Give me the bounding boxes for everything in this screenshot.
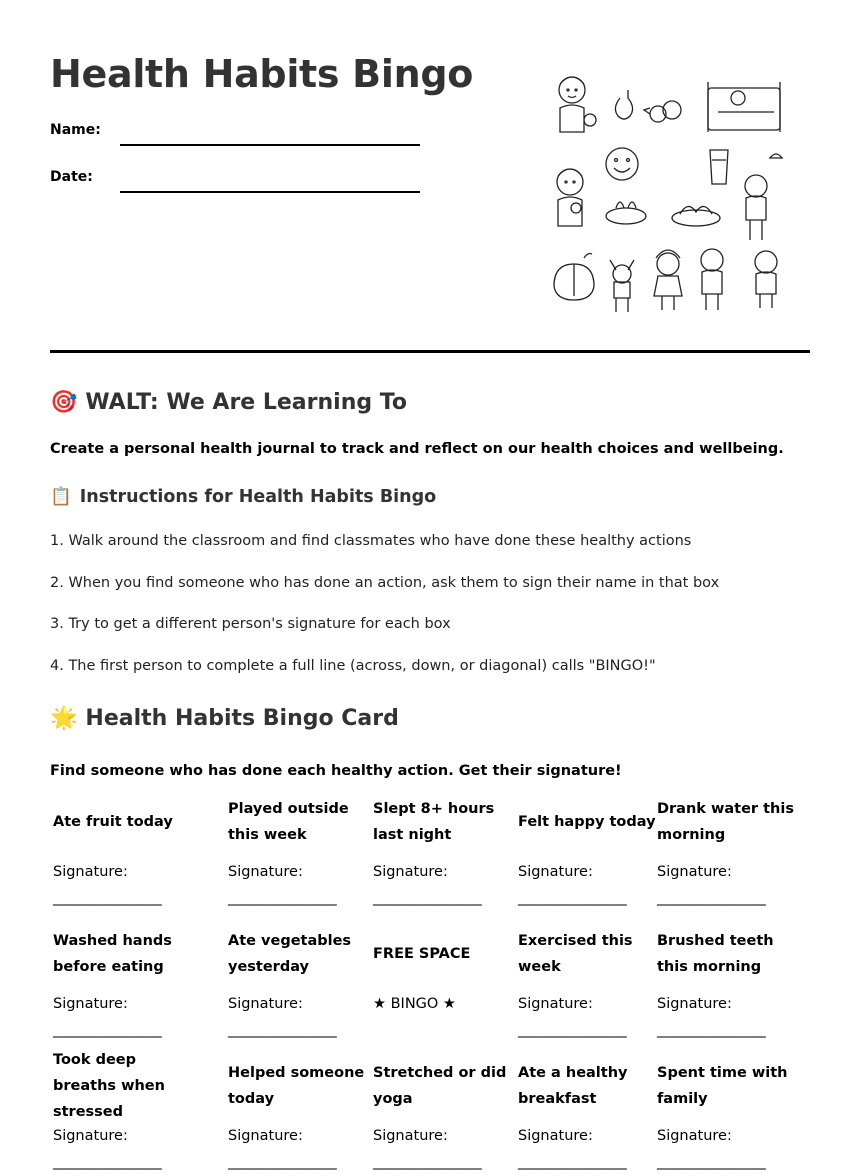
date-write-line[interactable] [120, 191, 420, 193]
bingo-card-instructions: Find someone who has done each healthy action. Get their signature! [50, 763, 622, 779]
date-label: Date: [50, 169, 93, 185]
bingo-task [518, 928, 658, 980]
bingo-task-text: Ate fruit today [53, 814, 173, 830]
bingo-task-text: Ate vegetables yesterday [228, 933, 352, 975]
signature-label: Signature: [53, 996, 128, 1012]
signature-line[interactable]: _______________ [373, 1154, 482, 1170]
signature-line[interactable]: _______________ [657, 1154, 766, 1170]
bingo-cell[interactable] [53, 796, 193, 911]
bingo-cell[interactable] [657, 928, 797, 1043]
bingo-task-text: Brushed teeth this morning [657, 933, 774, 975]
signature-label: Signature: [228, 864, 303, 880]
boy-standing-drawing [701, 249, 723, 310]
signature-line[interactable]: _______________ [518, 890, 627, 906]
signature-line[interactable]: _______________ [228, 1154, 337, 1170]
bingo-task [373, 796, 513, 848]
bingo-task-text: Spent time with family [657, 1065, 788, 1107]
bingo-task-text: Washed hands before eating [53, 933, 172, 975]
bingo-task [228, 928, 368, 980]
bingo-task [53, 1052, 193, 1120]
signature-label: Signature: [518, 996, 593, 1012]
bingo-task-text: Played outside this week [228, 801, 349, 843]
bingo-cell[interactable] [53, 928, 193, 1043]
target-icon: 🎯 [50, 390, 78, 415]
bingo-cell[interactable] [657, 1060, 797, 1175]
signature-line[interactable]: _______________ [53, 890, 162, 906]
bingo-task [53, 796, 193, 848]
bingo-task [373, 928, 513, 980]
signature-label: Signature: [657, 864, 732, 880]
bingo-task [657, 796, 797, 848]
standing-child-drawing [745, 175, 767, 240]
pear-drawing [615, 90, 632, 119]
bingo-card-heading-text: Health Habits Bingo Card [85, 706, 399, 731]
bingo-cell[interactable] [228, 928, 368, 1043]
healthy-plate-drawing [672, 206, 720, 226]
bingo-cell[interactable] [373, 928, 513, 1017]
signature-label: Signature: [373, 1128, 448, 1144]
signature-line[interactable]: _______________ [53, 1022, 162, 1038]
signature-label: Signature: [228, 1128, 303, 1144]
smiley-face-drawing [606, 148, 638, 180]
peach-drawing [554, 254, 594, 301]
bingo-task [518, 796, 658, 848]
name-label: Name: [50, 122, 101, 138]
instruction-item: 2. When you find someone who has done an action, ask them to sign their name in that box [50, 575, 720, 591]
clipboard-icon: 📋 [50, 487, 72, 507]
free-space-mark: ★ BINGO ★ [373, 996, 456, 1012]
bingo-task-text: Slept 8+ hours last night [373, 801, 495, 843]
signature-label: Signature: [228, 996, 303, 1012]
signature-label: Signature: [373, 864, 448, 880]
instruction-item: 4. The first person to complete a full line (across, down, or diagonal) calls "BINGO!" [50, 658, 656, 674]
sleeping-child-drawing [708, 82, 780, 132]
child-smiling-drawing [755, 251, 777, 308]
instruction-item: 1. Walk around the classroom and find classmates who have done these healthy actions [50, 533, 692, 549]
instruction-item: 3. Try to get a different person's signature for each box [50, 616, 451, 632]
bingo-cell[interactable] [228, 1060, 368, 1175]
signature-label: Signature: [518, 864, 593, 880]
bingo-task [518, 1060, 658, 1112]
signature-label: Signature: [657, 996, 732, 1012]
bingo-task-text: Drank water this morning [657, 801, 794, 843]
signature-line[interactable]: _______________ [518, 1022, 627, 1038]
signature-label: Signature: [53, 1128, 128, 1144]
walt-heading [50, 390, 407, 415]
bingo-card-heading [50, 706, 399, 731]
handwashing-drawing [606, 202, 646, 224]
star-icon: 🌟 [50, 706, 78, 731]
bingo-task [53, 928, 193, 980]
bingo-cell[interactable] [373, 796, 513, 911]
signature-line[interactable]: _______________ [373, 890, 482, 906]
name-field [50, 122, 101, 138]
signature-line[interactable]: _______________ [518, 1154, 627, 1170]
bingo-task-text: Felt happy today [518, 814, 656, 830]
instructions-heading-text: Instructions for Health Habits Bingo [79, 487, 437, 507]
bingo-task [657, 1060, 797, 1112]
name-write-line[interactable] [120, 144, 420, 146]
signature-line[interactable]: _______________ [657, 1022, 766, 1038]
bingo-task-text: Helped someone today [228, 1065, 365, 1107]
signature-line[interactable]: _______________ [228, 1022, 337, 1038]
signature-label: Signature: [53, 864, 128, 880]
signature-line[interactable]: _______________ [657, 890, 766, 906]
bingo-task-text: Exercised this week [518, 933, 633, 975]
date-field [50, 169, 93, 185]
signature-line[interactable]: _______________ [53, 1154, 162, 1170]
bingo-task [657, 928, 797, 980]
signature-label: Signature: [518, 1128, 593, 1144]
bingo-task-text: Ate a healthy breakfast [518, 1065, 628, 1107]
walt-heading-text: WALT: We Are Learning To [85, 390, 407, 415]
health-habits-illustration [548, 68, 794, 312]
signature-line[interactable]: _______________ [228, 890, 337, 906]
bingo-task-text: Stretched or did yoga [373, 1065, 507, 1107]
bingo-cell[interactable] [657, 796, 797, 911]
bingo-task-text: Took deep breaths when stressed [53, 1052, 165, 1120]
bingo-cell[interactable] [518, 928, 658, 1043]
boy-with-apple-drawing [557, 169, 583, 226]
instructions-heading [50, 487, 436, 507]
header-divider [50, 350, 810, 353]
boy-with-fruit-drawing [559, 77, 596, 132]
fruits-drawing [644, 101, 681, 122]
stretching-child-drawing [610, 260, 634, 312]
signature-label: Signature: [657, 1128, 732, 1144]
water-glass-drawing [710, 150, 728, 184]
bingo-task [373, 1060, 513, 1112]
bingo-task [228, 1060, 368, 1112]
girl-drawing [654, 250, 682, 310]
bingo-task [228, 796, 368, 848]
page-title: Health Habits Bingo [50, 52, 474, 96]
bingo-cell[interactable] [53, 1052, 193, 1175]
small-item-drawing [770, 154, 782, 158]
bingo-cell[interactable] [518, 796, 658, 911]
bingo-cell[interactable] [518, 1060, 658, 1175]
bingo-cell[interactable] [373, 1060, 513, 1175]
worksheet-page [50, 0, 810, 1170]
bingo-task-text: FREE SPACE [373, 946, 471, 962]
walt-description: Create a personal health journal to track and reflect on our health choices and wellbeing. [50, 441, 784, 457]
bingo-cell[interactable] [228, 796, 368, 911]
